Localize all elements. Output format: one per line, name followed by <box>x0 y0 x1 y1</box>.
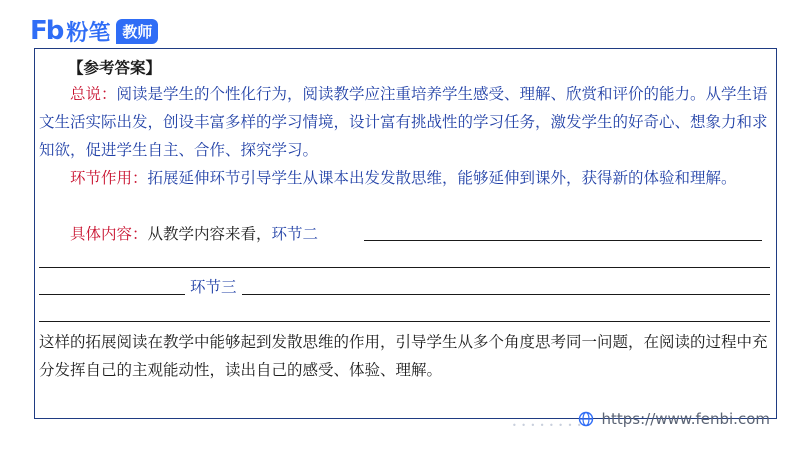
blank-line <box>39 321 770 322</box>
footer-url[interactable] <box>578 410 770 428</box>
conclusion-paragraph: 这样的拓展阅读在教学中能够起到发散思维的作用，引导学生从多个角度思考同一问题，在阅读的过程中充分发挥自己的主观能动性，读出自己的感受、体验、理解。 <box>39 333 768 379</box>
step2-label: 环节二 <box>271 225 319 243</box>
role-label: 环节作用： <box>70 169 148 187</box>
footer-url-text[interactable]: https://www.fenbi.com <box>601 410 770 428</box>
brand-logo <box>30 14 158 48</box>
blank-line <box>242 294 770 295</box>
step3-label: 环节三 <box>190 278 237 296</box>
brand-badge: 教师 <box>116 19 158 44</box>
answer-heading: 【参考答案】 <box>68 58 162 77</box>
blank-line <box>39 267 770 268</box>
content-text: 从教学内容来看， <box>147 225 272 243</box>
summary-label: 总说： <box>70 85 117 103</box>
decorative-dots: • • • • • • • • • <box>512 421 592 430</box>
step3-label-wrap <box>190 273 250 301</box>
globe-icon <box>578 411 594 427</box>
blank-line <box>364 240 762 241</box>
blank-line <box>39 294 185 295</box>
logo-mark: Fb <box>30 16 63 46</box>
brand-name: 粉笔 <box>66 20 111 46</box>
content-label: 具体内容： <box>70 225 148 243</box>
role-paragraph <box>39 164 774 192</box>
summary-text: 阅读是学生的个性化行为，阅读教学应注重培养学生感受、理解、欣赏和评价的能力。从学生语文生活实际出发，创设丰富多样的学习情境，设计富有挑战性的学习任务，激发学生的好奇心、想象力和求知欲，促进学生自主、合作、探究学习。 <box>39 85 768 159</box>
content-paragraph <box>70 220 370 248</box>
role-text: 拓展延伸环节引导学生从课本出发发散思维，能够延伸到课外，获得新的体验和理解。 <box>147 169 737 187</box>
summary-paragraph <box>39 80 774 164</box>
